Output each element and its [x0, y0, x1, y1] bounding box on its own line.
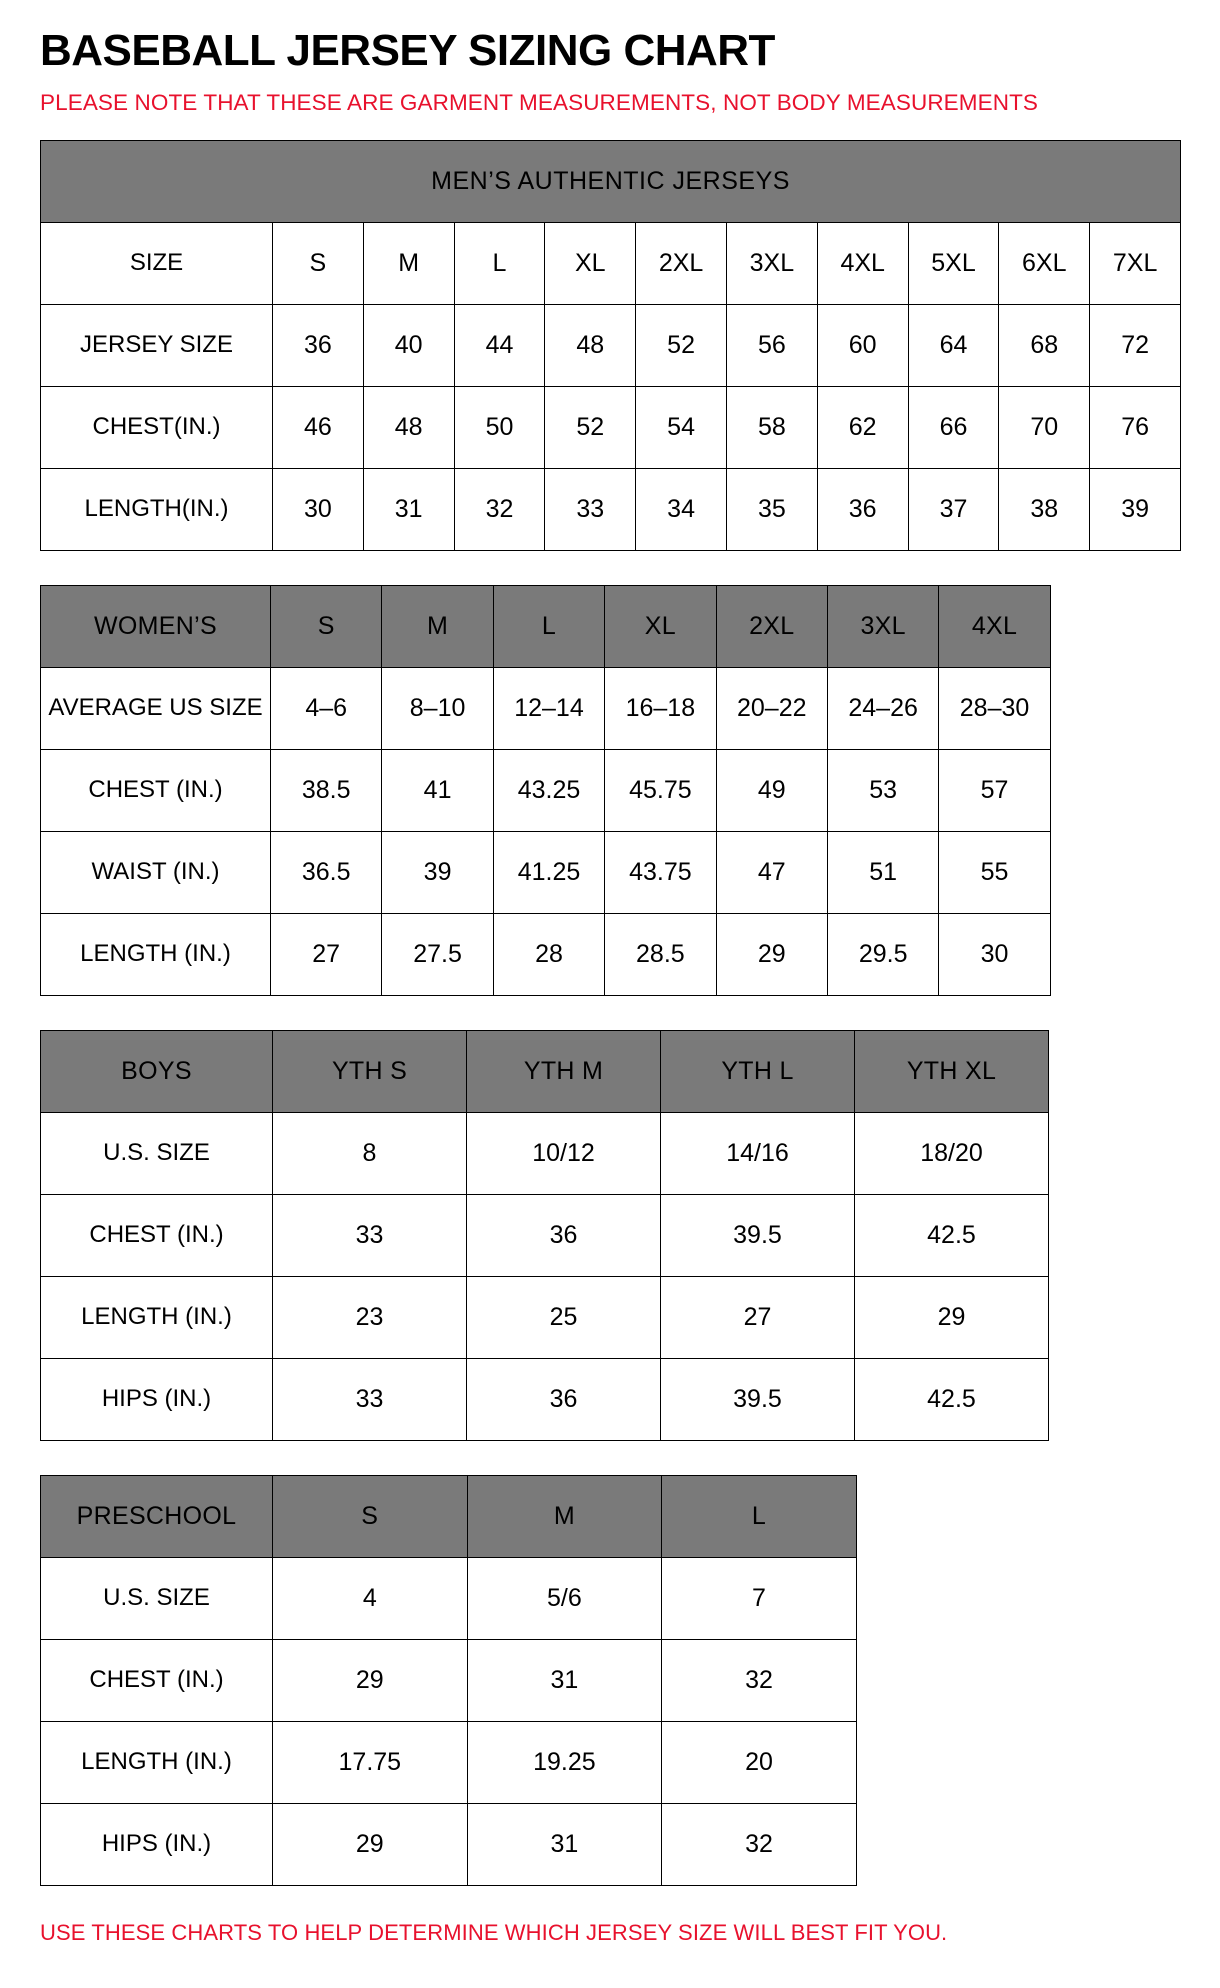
cell: 46	[273, 386, 364, 468]
cell: 29.5	[827, 913, 938, 995]
cell: 38.5	[271, 749, 382, 831]
cell: 27	[271, 913, 382, 995]
womens-size-s: S	[271, 585, 382, 667]
cell: 49	[716, 749, 827, 831]
row-label: LENGTH (IN.)	[41, 1276, 273, 1358]
cell: 18/20	[855, 1112, 1049, 1194]
womens-size-l: L	[493, 585, 604, 667]
womens-size-xl: XL	[605, 585, 716, 667]
cell: 20–22	[716, 667, 827, 749]
cell: 17.75	[273, 1721, 468, 1803]
cell: 60	[817, 304, 908, 386]
cell: 56	[726, 304, 817, 386]
cell: 43.25	[493, 749, 604, 831]
cell: 38	[999, 468, 1090, 550]
mens-size-xl: XL	[545, 222, 636, 304]
table-row-header	[41, 1475, 857, 1557]
boys-size-yth-xl: YTH XL	[855, 1030, 1049, 1112]
cell: 53	[827, 749, 938, 831]
cell: 37	[908, 468, 999, 550]
cell: 47	[716, 831, 827, 913]
cell: 28	[493, 913, 604, 995]
footer-note: USE THESE CHARTS TO HELP DETERMINE WHICH JERSEY SIZE WILL BEST FIT YOU.	[40, 1919, 948, 1945]
table-row	[41, 1276, 1049, 1358]
cell: 36	[273, 304, 364, 386]
cell: 39.5	[661, 1358, 855, 1440]
cell: 70	[999, 386, 1090, 468]
row-label: LENGTH (IN.)	[41, 913, 271, 995]
cell: 62	[817, 386, 908, 468]
mens-size-3xl: 3XL	[726, 222, 817, 304]
cell: 36	[467, 1194, 661, 1276]
cell: 39.5	[661, 1194, 855, 1276]
mens-size-label: SIZE	[41, 222, 273, 304]
cell: 72	[1090, 304, 1181, 386]
cell: 33	[273, 1194, 467, 1276]
cell: 23	[273, 1276, 467, 1358]
table-row	[41, 1639, 857, 1721]
cell: 51	[827, 831, 938, 913]
cell: 41	[382, 749, 493, 831]
preschool-sizing-table	[40, 1475, 857, 1886]
cell: 12–14	[493, 667, 604, 749]
cell: 19.25	[467, 1721, 662, 1803]
cell: 29	[273, 1803, 468, 1885]
cell: 28.5	[605, 913, 716, 995]
cell: 32	[662, 1639, 857, 1721]
cell: 39	[382, 831, 493, 913]
cell: 57	[939, 749, 1050, 831]
cell: 40	[363, 304, 454, 386]
mens-size-7xl: 7XL	[1090, 222, 1181, 304]
cell: 52	[545, 386, 636, 468]
cell: 41.25	[493, 831, 604, 913]
table-row	[41, 1803, 857, 1885]
mens-size-5xl: 5XL	[908, 222, 999, 304]
cell: 31	[363, 468, 454, 550]
measurement-disclaimer: PLEASE NOTE THAT THESE ARE GARMENT MEASUREMENTS, NOT BODY MEASUREMENTS	[40, 90, 1039, 116]
cell: 66	[908, 386, 999, 468]
cell: 36	[817, 468, 908, 550]
cell: 29	[855, 1276, 1049, 1358]
womens-size-3xl: 3XL	[827, 585, 938, 667]
preschool-size-l: L	[662, 1475, 857, 1557]
cell: 50	[454, 386, 545, 468]
preschool-size-s: S	[273, 1475, 468, 1557]
mens-size-m: M	[363, 222, 454, 304]
cell: 68	[999, 304, 1090, 386]
page-title: BASEBALL JERSEY SIZING CHART	[40, 26, 775, 75]
cell: 28–30	[939, 667, 1050, 749]
mens-size-s: S	[273, 222, 364, 304]
womens-label: WOMEN’S	[41, 585, 271, 667]
cell: 29	[273, 1639, 468, 1721]
table-row-header	[41, 222, 1181, 304]
table-row-header	[41, 1030, 1049, 1112]
cell: 7	[662, 1557, 857, 1639]
cell: 30	[273, 468, 364, 550]
mens-size-l: L	[454, 222, 545, 304]
cell: 33	[273, 1358, 467, 1440]
row-label: AVERAGE US SIZE	[41, 667, 271, 749]
cell: 43.75	[605, 831, 716, 913]
row-label: U.S. SIZE	[41, 1112, 273, 1194]
cell: 52	[636, 304, 727, 386]
preschool-label: PRESCHOOL	[41, 1475, 273, 1557]
table-row	[41, 468, 1181, 550]
row-label: WAIST (IN.)	[41, 831, 271, 913]
cell: 31	[467, 1639, 662, 1721]
row-label: JERSEY SIZE	[41, 304, 273, 386]
row-label: LENGTH(IN.)	[41, 468, 273, 550]
cell: 25	[467, 1276, 661, 1358]
cell: 33	[545, 468, 636, 550]
table-row-header	[41, 585, 1051, 667]
cell: 76	[1090, 386, 1181, 468]
cell: 35	[726, 468, 817, 550]
cell: 34	[636, 468, 727, 550]
row-label: CHEST (IN.)	[41, 1639, 273, 1721]
mens-banner: MEN’S AUTHENTIC JERSEYS	[41, 140, 1181, 222]
cell: 8–10	[382, 667, 493, 749]
table-row	[41, 831, 1051, 913]
boys-label: BOYS	[41, 1030, 273, 1112]
womens-size-4xl: 4XL	[939, 585, 1050, 667]
row-label: HIPS (IN.)	[41, 1803, 273, 1885]
cell: 14/16	[661, 1112, 855, 1194]
cell: 27.5	[382, 913, 493, 995]
mens-size-4xl: 4XL	[817, 222, 908, 304]
cell: 58	[726, 386, 817, 468]
row-label: U.S. SIZE	[41, 1557, 273, 1639]
cell: 42.5	[855, 1358, 1049, 1440]
cell: 55	[939, 831, 1050, 913]
cell: 48	[363, 386, 454, 468]
mens-size-6xl: 6XL	[999, 222, 1090, 304]
cell: 45.75	[605, 749, 716, 831]
mens-sizing-table	[40, 140, 1181, 551]
cell: 29	[716, 913, 827, 995]
cell: 24–26	[827, 667, 938, 749]
row-label: HIPS (IN.)	[41, 1358, 273, 1440]
boys-size-yth-l: YTH L	[661, 1030, 855, 1112]
cell: 10/12	[467, 1112, 661, 1194]
boys-size-yth-m: YTH M	[467, 1030, 661, 1112]
preschool-size-m: M	[467, 1475, 662, 1557]
table-row	[41, 1358, 1049, 1440]
table-row	[41, 913, 1051, 995]
cell: 64	[908, 304, 999, 386]
table-row	[41, 667, 1051, 749]
cell: 8	[273, 1112, 467, 1194]
cell: 20	[662, 1721, 857, 1803]
cell: 42.5	[855, 1194, 1049, 1276]
mens-size-2xl: 2XL	[636, 222, 727, 304]
row-label: CHEST (IN.)	[41, 1194, 273, 1276]
table-row-banner	[41, 140, 1181, 222]
womens-sizing-table	[40, 585, 1051, 996]
table-row	[41, 1112, 1049, 1194]
cell: 54	[636, 386, 727, 468]
table-row	[41, 1721, 857, 1803]
table-row	[41, 304, 1181, 386]
cell: 32	[662, 1803, 857, 1885]
row-label: CHEST(IN.)	[41, 386, 273, 468]
cell: 4	[273, 1557, 468, 1639]
womens-size-2xl: 2XL	[716, 585, 827, 667]
row-label: LENGTH (IN.)	[41, 1721, 273, 1803]
cell: 32	[454, 468, 545, 550]
table-row	[41, 1557, 857, 1639]
cell: 5/6	[467, 1557, 662, 1639]
cell: 16–18	[605, 667, 716, 749]
cell: 48	[545, 304, 636, 386]
row-label: CHEST (IN.)	[41, 749, 271, 831]
cell: 27	[661, 1276, 855, 1358]
table-row	[41, 386, 1181, 468]
table-row	[41, 749, 1051, 831]
cell: 30	[939, 913, 1050, 995]
boys-sizing-table	[40, 1030, 1049, 1441]
cell: 36	[467, 1358, 661, 1440]
table-row	[41, 1194, 1049, 1276]
cell: 39	[1090, 468, 1181, 550]
cell: 44	[454, 304, 545, 386]
cell: 4–6	[271, 667, 382, 749]
cell: 36.5	[271, 831, 382, 913]
womens-size-m: M	[382, 585, 493, 667]
cell: 31	[467, 1803, 662, 1885]
boys-size-yth-s: YTH S	[273, 1030, 467, 1112]
